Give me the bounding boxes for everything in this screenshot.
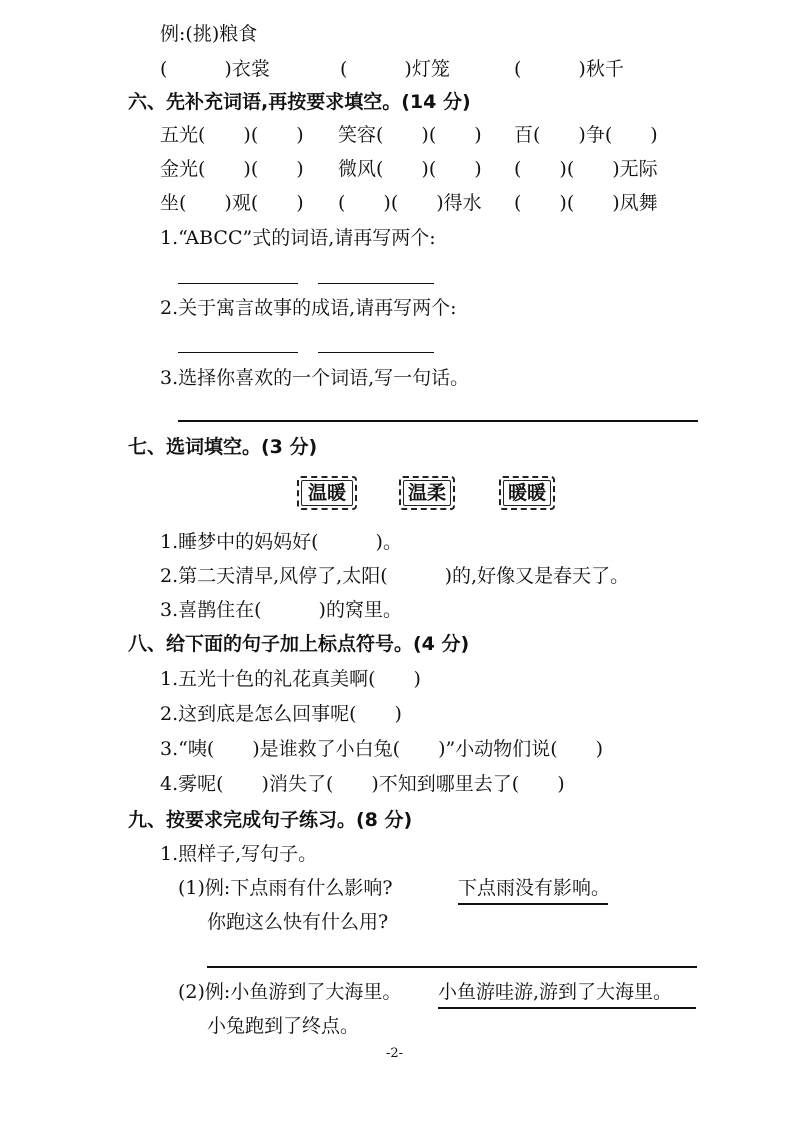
task-1-sentence: 你跑这么快有什么用? bbox=[207, 911, 389, 933]
example-2-answer: 小鱼游哇游,游到了大海里。 bbox=[438, 981, 673, 1003]
word-box-3: 暖暖 bbox=[499, 476, 555, 510]
blank-clothes[interactable]: ( )衣裳 bbox=[160, 58, 270, 80]
word-blank-5[interactable]: 微风( )( ) bbox=[338, 158, 482, 180]
example-2-underline bbox=[438, 1007, 696, 1009]
example-2-prompt: (2)例:小鱼游到了大海里。 bbox=[178, 981, 402, 1003]
word-blank-1[interactable]: 五光( )( ) bbox=[160, 124, 304, 146]
word-blank-8[interactable]: ( )( )得水 bbox=[338, 192, 482, 214]
punct-q2[interactable]: 2.这到底是怎么回事呢( ) bbox=[160, 703, 402, 725]
punct-q3[interactable]: 3.“咦( )是谁救了小白兔( )”小动物们说( ) bbox=[160, 738, 604, 760]
page-number: -2- bbox=[386, 1046, 404, 1061]
answer-line-fable-2[interactable] bbox=[318, 352, 434, 353]
question-fable-idiom: 2.关于寓言故事的成语,请再写两个: bbox=[160, 297, 457, 319]
example-1-prompt: (1)例:下点雨有什么影响? bbox=[178, 877, 393, 899]
rewrite-instruction: 1.照样子,写句子。 bbox=[160, 843, 318, 865]
section-7-heading: 七、选词填空。(3 分) bbox=[128, 436, 318, 458]
word-box-1: 温暖 bbox=[297, 476, 357, 510]
answer-line-abcc-2[interactable] bbox=[318, 283, 434, 284]
punct-q1[interactable]: 1.五光十色的礼花真美啊( ) bbox=[160, 668, 421, 690]
example-line: 例:(挑)粮食 bbox=[160, 23, 258, 45]
section-6-heading: 六、先补充词语,再按要求填空。(14 分) bbox=[128, 91, 471, 113]
fill-q1[interactable]: 1.睡梦中的妈妈好( )。 bbox=[160, 531, 402, 553]
task-2-sentence: 小兔跑到了终点。 bbox=[207, 1015, 360, 1037]
word-blank-2[interactable]: 笑容( )( ) bbox=[338, 124, 482, 146]
blank-lantern[interactable]: ( )灯笼 bbox=[340, 58, 450, 80]
word-blank-9[interactable]: ( )( )凤舞 bbox=[514, 192, 658, 214]
blank-swing[interactable]: ( )秋千 bbox=[514, 58, 624, 80]
punct-q4[interactable]: 4.雾呢( )消失了( )不知到哪里去了( ) bbox=[160, 773, 565, 795]
answer-line-fable-1[interactable] bbox=[178, 352, 298, 353]
section-8-heading: 八、给下面的句子加上标点符号。(4 分) bbox=[128, 633, 470, 655]
word-blank-3[interactable]: 百( )争( ) bbox=[514, 124, 658, 146]
answer-line-sentence[interactable] bbox=[178, 420, 698, 422]
answer-line-abcc-1[interactable] bbox=[178, 283, 298, 284]
word-blank-4[interactable]: 金光( )( ) bbox=[160, 158, 304, 180]
question-sentence: 3.选择你喜欢的一个词语,写一句话。 bbox=[160, 367, 470, 389]
question-abcc: 1.“ABCC”式的词语,请再写两个: bbox=[160, 227, 436, 249]
answer-line-task-1[interactable] bbox=[207, 966, 697, 968]
word-blank-7[interactable]: 坐( )观( ) bbox=[160, 192, 304, 214]
fill-q3[interactable]: 3.喜鹊住在( )的窝里。 bbox=[160, 599, 402, 621]
fill-q2[interactable]: 2.第二天清早,风停了,太阳( )的,好像又是春天了。 bbox=[160, 565, 630, 587]
example-1-underline bbox=[458, 903, 608, 905]
word-blank-6[interactable]: ( )( )无际 bbox=[514, 158, 658, 180]
section-9-heading: 九、按要求完成句子练习。(8 分) bbox=[128, 809, 413, 831]
word-box-2: 温柔 bbox=[399, 476, 455, 510]
example-1-answer: 下点雨没有影响。 bbox=[458, 877, 611, 899]
